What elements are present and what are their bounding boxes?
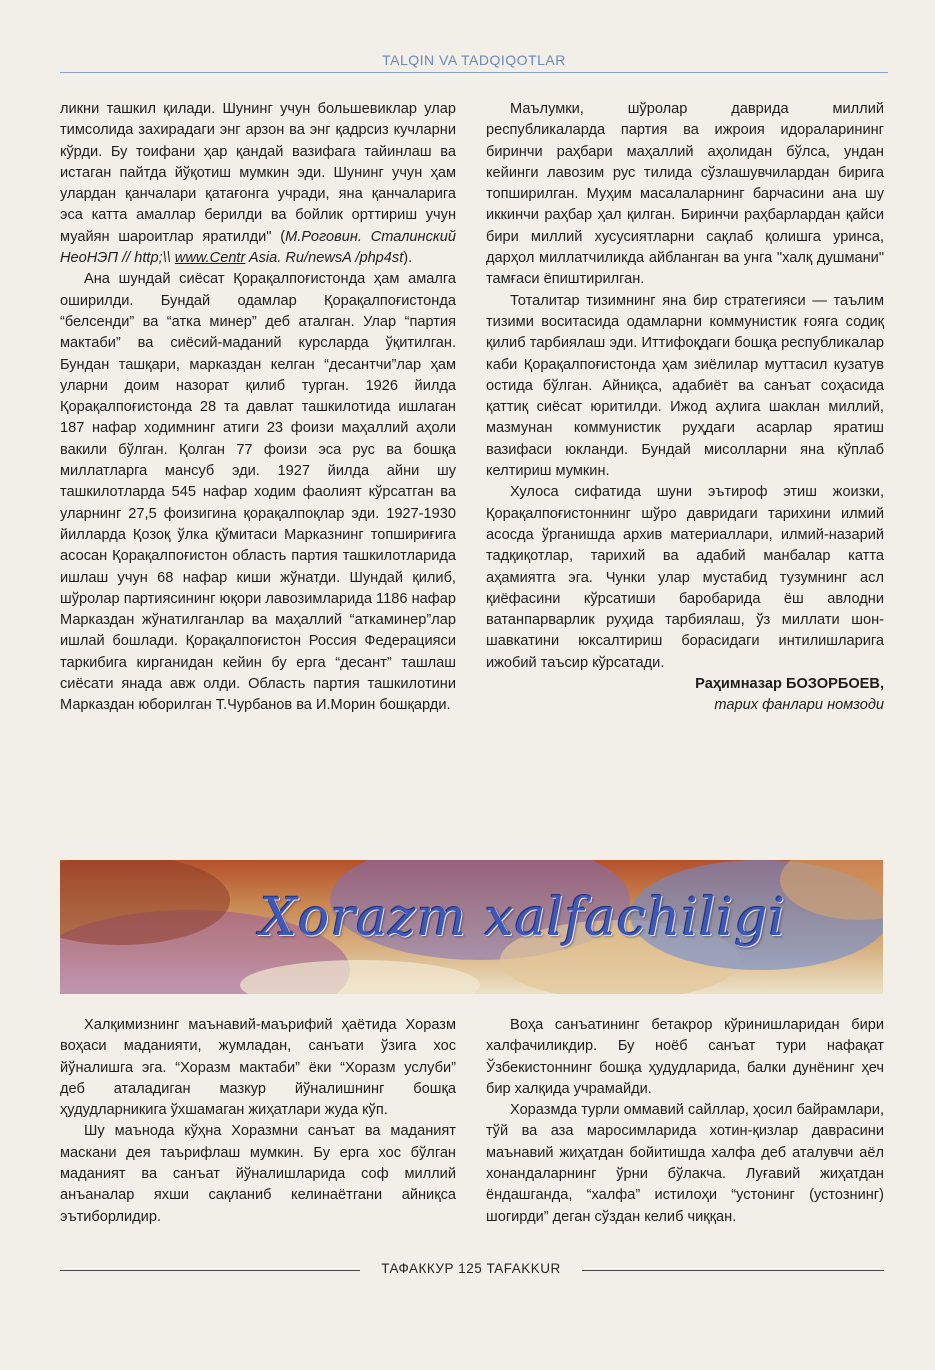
- column-2: [486, 99, 884, 717]
- author-name: Раҳимназар БОЗОРБОЕВ,: [695, 676, 884, 693]
- citation: М.Роговин. Сталинский НеоНЭП // http;\\: [60, 228, 456, 267]
- col4-paragraph-1: Воҳа санъатининг бетакрор кўринишларидан бири халфачиликдир. Бу ноёб санъат тури нафақат Ўзбекистоннинг бошқа ҳудудларида, балки дунёнинг ҳеч бир халқида учрамайди.: [486, 1017, 884, 1097]
- col3-paragraph-2: Шу маънода кўҳна Хоразмни санъат ва маданият маскани дея таърифлаш мумкин. Бу ерга хос бўлган маданият ва санъат йўналишларида соф миллий анъаналар яхши сақланиб келинаётгани айниқса эътиборлидир.: [60, 1123, 456, 1225]
- col3-paragraph-1: Халқимизнинг маънавий-маърифий ҳаётида Хоразм воҳаси маданияти, жумладан, санъати ўзига хос йўналишга эга. “Хоразм мактаби” ёки “Хоразм услуби” деб аталадиган мазкур йўналишнинг бошқа ҳудудларникига ўхшамаган жиҳатлари жуда кўп.: [60, 1017, 456, 1119]
- col1-paragraph-2: Ана шундай сиёсат Қорақалпоғистонда ҳам амалга оширилди. Бундай одамлар Қорақалпоғистонда “белсенди” ва “атка минер” деб аталган. Улар “партия мактаби” ва сиёсий-маданий курсларда ўқитилган. Бундан ташқари, марказдан келган “десантчи”лар ҳам уларни доим назорат қилиб турган. 1926 йилда Қорақалпоғистонда 28 та давлат ташкилотида ишлаган 187 нафар ходимнинг атиги 23 фоизи маҳаллий аҳоли вакили бўлган. Қолган 77 фоизи эса рус ва бошқа миллатларга мансуб эди. 1927 йилда айни шу ташкилотларда 545 нафар ходим фаолият кўрсатган ва уларнинг 27,5 фоизигина қорақалпоқлар эди. 1927-1930 йилларда Қозоқ ўлка қўмитаси Марказнинг топшириғига асосан Қорақалпоғистон область партия ташкилотларида ишлаш учун 68 нафар киши жўнатди. Шундай қилиб, шўролар партиясининг юқори лавозимларида 1186 нафар Марказдан жўнатилганлар ва маҳаллий “аткаминер”лар ишлай бошлади. Қорақалпоғистон Россия Федерацияси таркибига кирганидан кейин бу ерга “десант” ташлаш сиёсати янада авж олди. Область партия ташкилотини Марказдан юборилган Т.Чурбанов ва И.Морин бошқарди.: [60, 271, 456, 714]
- footer-rule-left: [60, 1270, 360, 1271]
- col4-paragraph-2: Хоразмда турли оммавий сайллар, ҳосил байрамлари, тўй ва аза маросимларида хотин-қизлар даврасини маънавий жиҳатдан бойитишда халфа деб аталувчи аёл хонандаларнинг ўрни бўлакча. Луғавий жиҳатдан ёндашганда, “халфа” истилоҳи “устонинг (устознинг) шогирди” деган сўздан келиб чиққан.: [486, 1102, 884, 1225]
- citation-rest: Asia. Ru/newsA /php4st: [245, 250, 404, 267]
- section-header: TALQIN VA TADQIQOTLAR: [382, 52, 566, 68]
- page-footer: ТАФАККУР 125 TAFAKKUR: [381, 1261, 561, 1276]
- col2-paragraph-2: Тоталитар тизимнинг яна бир стратегияси — таълим тизими воситасида одамларни коммунистик ғояга содиқ қилиб тарбиялаш эди. Иттифоқдаги бошқа республикалар каби Қорақалпоғистонда ҳам зиёлилар муттасил кузатув остида бўлган. Айниқса, адабиёт ва санъат соҳасида қаттиқ сиёсат юритилди. Ижод аҳлига шаклан миллий, мазмунан коммунистик руҳдаги асарлар яратиш вазифаси юкланди. Бундай мисолларни яна кўплаб келтириш мумкин.: [486, 292, 884, 480]
- column-3: [60, 1015, 456, 1228]
- col1-paragraph-1: [60, 99, 456, 269]
- col2-paragraph-1: Маълумки, шўролар даврида миллий республикаларда партия ва ижроия идораларининг биринчи раҳбари маҳаллий аҳолидан бўлса, ундан кейинги лавозим рус тилида сўзлашувчилардан бирига топширилган. Муҳим масалаларнинг барчасини ана шу иккинчи раҳбар ҳал қилган. Биринчи раҳбарлардан қайси бири миллий хусусиятларни сақлаб қолишга уринса, дарҳол миллатчиликда айбланган ва унга "халқ душмани" тамғаси ёпиштирилган.: [486, 101, 884, 288]
- author-title: тарих фанлари номзоди: [714, 697, 884, 714]
- citation-link[interactable]: www.Centr: [174, 250, 246, 267]
- col1-p1-text: ликни ташкил қилади. Шунинг учун большевиклар улар тимсолида захирадаги энг арзон ва энг қадрсиз кучларни кўрди. Бу тоифани ҳар қандай вазифага тайинлаш ва истаган пайтда йўқотиш мумкин эди. Шунинг учун ҳам улардан қанчалари қатағонга учради, яна қанчаларига эса катта амаллар берилди ва бойлик орттириш учун муайян шароитлар яратилди" (: [60, 101, 456, 245]
- col1-p1-end: ).: [403, 250, 413, 267]
- banner-title: Xorazm xalfachiligi: [260, 888, 787, 948]
- column-1: [60, 99, 456, 717]
- footer-rule-right: [582, 1270, 884, 1271]
- article-banner: [60, 860, 883, 994]
- column-4: [486, 1015, 884, 1228]
- header-rule: [60, 72, 888, 73]
- col2-paragraph-3: Хулоса сифатида шуни эътироф этиш жоизки, Қорақалпоғистоннинг шўро давридаги тарихини илмий асосда ўрганишда архив материаллари, илмий-назарий тадқиқотлар, тарихий ва адабий манбалар катта аҳамиятга эга. Чунки улар мустабид тузумнинг асл қиёфасини кўрсатиши баробарида ёш авлодни ватанпарварлик руҳида тарбиялаш, ўз миллати шон-шавкатини юксалтириш борасидаги интилишларига ижобий таъсир кўрсатади.: [486, 484, 884, 671]
